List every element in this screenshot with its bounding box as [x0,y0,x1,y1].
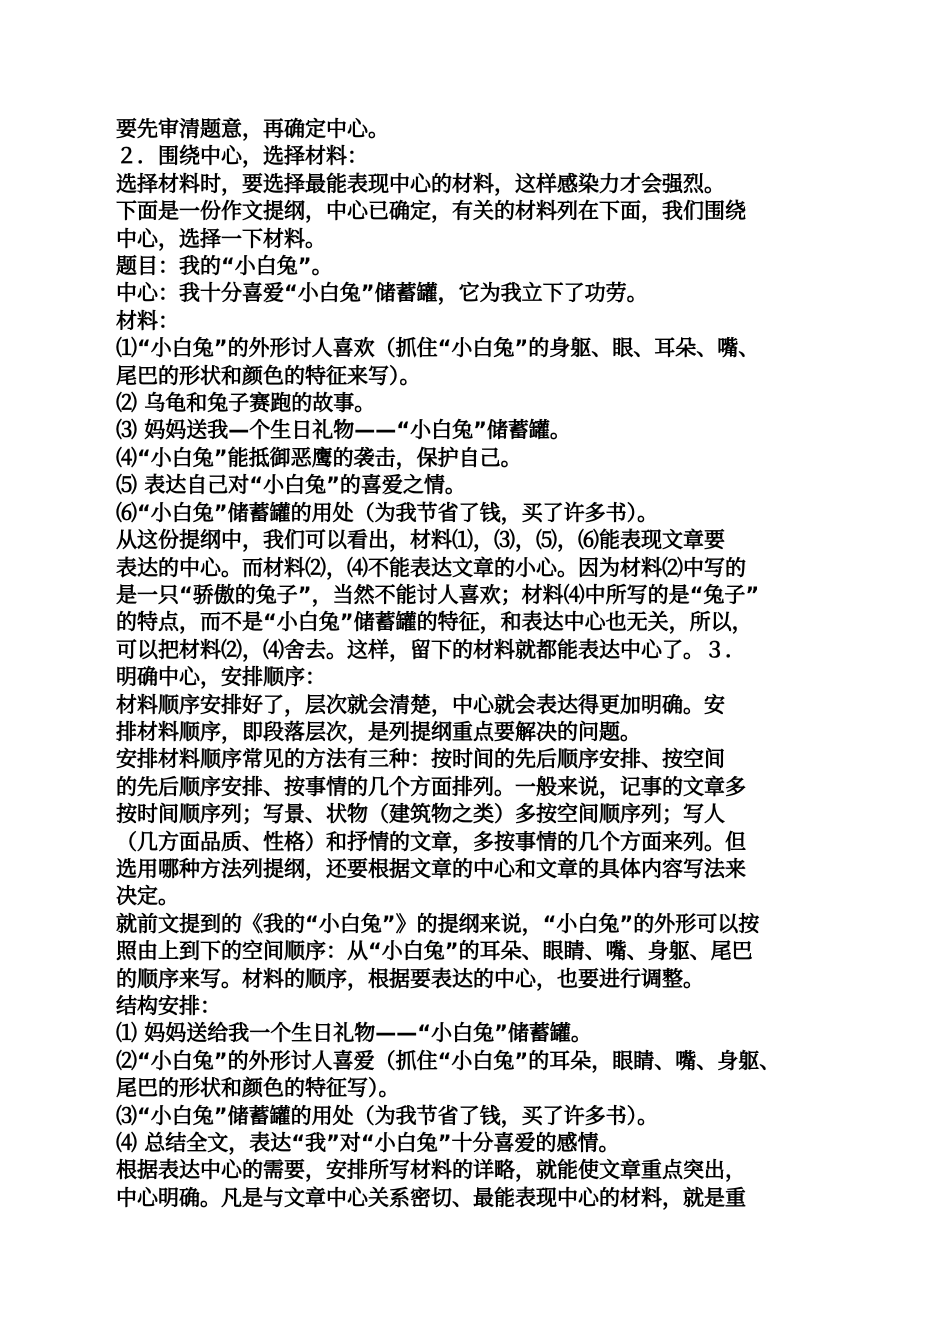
text-line: 中心，选择一下材料。 [116,226,326,251]
text-line: 可以把材料⑵，⑷舍去。这样，留下的材料就都能表达中心了。３． [116,637,746,662]
document-body [116,116,840,1212]
text-line: 中心明确。凡是与文章中心关系密切、最能表现中心的材料，就是重 [116,1185,746,1210]
text-line: 选择材料时，要选择最能表现中心的材料，这样感染力才会强烈。 [116,171,725,196]
text-line: ⑵“小白兔”的外形讨人喜爱（抓住“小白兔”的耳朵，眼睛、嘴、身躯、 [116,1048,781,1073]
text-line: 安排材料顺序常见的方法有三种：按时间的先后顺序安排、按空间 [116,747,725,772]
text-line: 中心：我十分喜爱“小白兔”储蓄罐，它为我立下了功劳。 [116,281,648,306]
text-line: ⑶ 妈妈送我—个生日礼物——“小白兔”储蓄罐。 [116,418,571,443]
text-line: ⑸ 表达自己对“小白兔”的喜爱之情。 [116,473,466,498]
text-line: 材料顺序安排好了，层次就会清楚，中心就会表达得更加明确。安 [116,692,725,717]
text-line: 要先审清题意，再确定中心。 [116,117,389,141]
text-line: ⑴“小白兔”的外形讨人喜欢（抓住“小白兔”的身躯、眼、耳朵、嘴、 [116,336,760,361]
text-line: ２．围绕中心，选择材料： [116,144,368,169]
text-line: 是一只“骄傲的兔子”，当然不能讨人喜欢；材料⑷中所写的是“兔子” [116,582,760,607]
text-line: 的特点，而不是“小白兔”储蓄罐的特征，和表达中心也无关，所以， [116,610,753,635]
text-line: 从这份提纲中，我们可以看出，材料⑴，⑶，⑸，⑹能表现文章要 [116,528,725,553]
text-line: 排材料顺序，即段落层次，是列提纲重点要解决的问题。 [116,719,641,744]
text-line: ⑷ 总结全文，表达“我”对“小白兔”十分喜爱的感情。 [116,1131,620,1156]
text-line: 就前文提到的《我的“小白兔”》的提纲来说，“小白兔”的外形可以按 [116,911,760,936]
text-line: ⑶“小白兔”储蓄罐的用处（为我节省了钱，买了许多书）。 [116,1103,659,1128]
text-line: 题目：我的“小白兔”。 [116,254,333,279]
text-line: 根据表达中心的需要，安排所写材料的详略，就能使文章重点突出， [116,1158,746,1183]
text-line: 结构安排： [116,994,221,1018]
text-line: 按时间顺序列；写景、状物（建筑物之类）多按空间顺序列；写人 [116,802,725,827]
text-line: 的先后顺序安排、按事情的几个方面排列。一般来说，记事的文章多 [116,774,746,799]
text-line: ⑹“小白兔”储蓄罐的用处（为我节省了钱，买了许多书）。 [116,500,659,525]
text-line: ⑷“小白兔”能抵御恶鹰的袭击，保护自己。 [116,445,522,470]
text-line: （几方面品质、性格）和抒情的文章，多按事情的几个方面来列。但 [116,829,746,854]
text-line: ⑵ 乌龟和兔子赛跑的故事。 [116,391,376,416]
text-line: 明确中心，安排顺序： [116,665,326,690]
text-line: 决定。 [116,884,179,909]
text-line: 照由上到下的空间顺序：从“小白兔”的耳朵、眼睛、嘴、身躯、尾巴 [116,939,753,964]
text-line: 的顺序来写。材料的顺序，根据要表达的中心，也要进行调整。 [116,966,704,991]
text-line: 材料： [116,308,179,333]
text-line: 尾巴的形状和颜色的特征来写）。 [116,363,421,388]
text-line: 尾巴的形状和颜色的特征写）。 [116,1076,400,1101]
text-line: ⑴ 妈妈送给我一个生日礼物——“小白兔”储蓄罐。 [116,1021,592,1046]
text-line: 选用哪种方法列提纲，还要根据文章的中心和文章的具体内容写法来 [116,856,746,881]
text-line: 下面是一份作文提纲，中心已确定，有关的材料列在下面，我们围绕 [116,199,746,224]
text-line: 表达的中心。而材料⑵，⑷不能表达文章的小心。因为材料⑵中写的 [116,555,746,580]
